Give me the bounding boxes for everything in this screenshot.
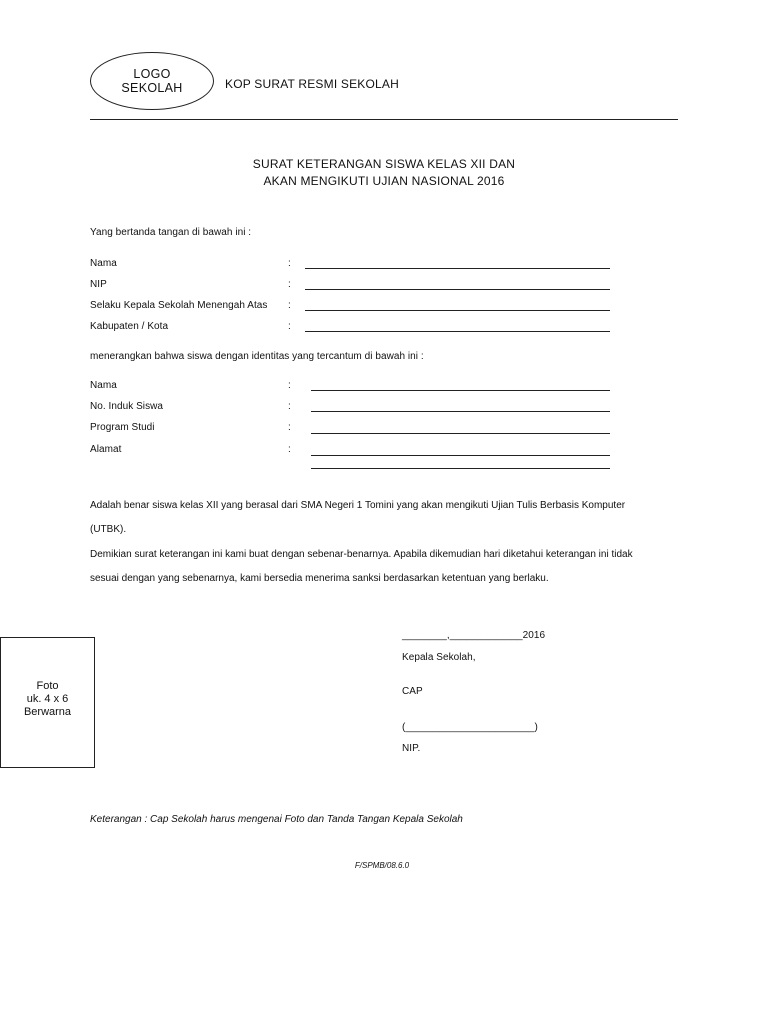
student-nis-field[interactable] bbox=[311, 411, 610, 412]
letterhead-title: KOP SURAT RESMI SEKOLAH bbox=[225, 77, 399, 91]
student-name-label: Nama bbox=[90, 380, 117, 391]
photo-placeholder-box bbox=[0, 637, 95, 768]
intro-text: Yang bertanda tangan di bawah ini : bbox=[90, 227, 252, 238]
signer-name-label: Nama bbox=[90, 258, 117, 269]
signer-nip-colon: : bbox=[288, 279, 291, 290]
statement-line2: (UTBK). bbox=[90, 524, 127, 535]
student-name-colon: : bbox=[288, 380, 291, 391]
photo-text-line3: Berwarna bbox=[23, 706, 72, 718]
statement-line1: Adalah benar siswa kelas XII yang berasal dari SMA Negeri 1 Tomini yang akan mengikuti Ujian Tulis Berbasis Komputer bbox=[90, 500, 626, 511]
student-nis-label: No. Induk Siswa bbox=[90, 401, 164, 412]
closing-line2: sesuai dengan yang sebenarnya, kami bersedia menerima sanksi berdasarkan ketentuan yang berlaku. bbox=[90, 573, 549, 584]
logo-text-line1: LOGO bbox=[133, 67, 171, 81]
signature-name-field[interactable]: (_______________________) bbox=[402, 722, 538, 733]
header-divider bbox=[90, 119, 678, 120]
student-program-colon: : bbox=[288, 422, 291, 433]
principal-role: Kepala Sekolah, bbox=[402, 652, 476, 663]
document-title bbox=[0, 156, 768, 190]
statement-paragraph bbox=[90, 494, 690, 542]
photo-text-line1: Foto bbox=[36, 680, 59, 692]
footnote-text: Keterangan : Cap Sekolah harus mengenai Foto dan Tanda Tangan Kepala Sekolah bbox=[90, 814, 463, 825]
title-line2: AKAN MENGIKUTI UJIAN NASIONAL 2016 bbox=[263, 174, 505, 188]
signer-city-field[interactable] bbox=[305, 331, 610, 332]
closing-line1: Demikian surat keterangan ini kami buat dengan sebenar-benarnya. Apabila dikemudian hari diketahui keterangan ini tidak bbox=[90, 549, 633, 560]
stamp-label: CAP bbox=[402, 686, 423, 697]
closing-paragraph bbox=[90, 543, 690, 591]
title-line1: SURAT KETERANGAN SISWA KELAS XII DAN bbox=[252, 157, 516, 171]
student-address-colon: : bbox=[288, 444, 291, 455]
student-intro-text: menerangkan bahwa siswa dengan identitas yang tercantum di bawah ini : bbox=[90, 351, 424, 362]
student-address-label: Alamat bbox=[90, 444, 122, 455]
school-logo-placeholder bbox=[90, 52, 214, 110]
signer-city-label: Kabupaten / Kota bbox=[90, 321, 169, 332]
student-program-label: Program Studi bbox=[90, 422, 155, 433]
student-nis-colon: : bbox=[288, 401, 291, 412]
signer-city-colon: : bbox=[288, 321, 291, 332]
signer-school-label: Selaku Kepala Sekolah Menengah Atas bbox=[90, 300, 268, 311]
student-name-field[interactable] bbox=[311, 390, 610, 391]
student-address-field-line1[interactable] bbox=[311, 455, 610, 456]
signer-name-field[interactable] bbox=[305, 268, 610, 269]
signer-school-field[interactable] bbox=[305, 310, 610, 311]
photo-text-line2: uk. 4 x 6 bbox=[26, 693, 69, 705]
signer-nip-field[interactable] bbox=[305, 289, 610, 290]
principal-nip-label: NIP. bbox=[402, 743, 421, 754]
student-program-field[interactable] bbox=[311, 433, 610, 434]
signer-name-colon: : bbox=[288, 258, 291, 269]
signer-nip-label: NIP bbox=[90, 279, 107, 290]
logo-text-line2: SEKOLAH bbox=[121, 81, 183, 95]
student-address-field-line2[interactable] bbox=[311, 468, 610, 469]
place-date-field[interactable]: ________,_____________2016 bbox=[402, 630, 546, 641]
form-code: F/SPMB/08.6.0 bbox=[354, 861, 410, 870]
signer-school-colon: : bbox=[288, 300, 291, 311]
